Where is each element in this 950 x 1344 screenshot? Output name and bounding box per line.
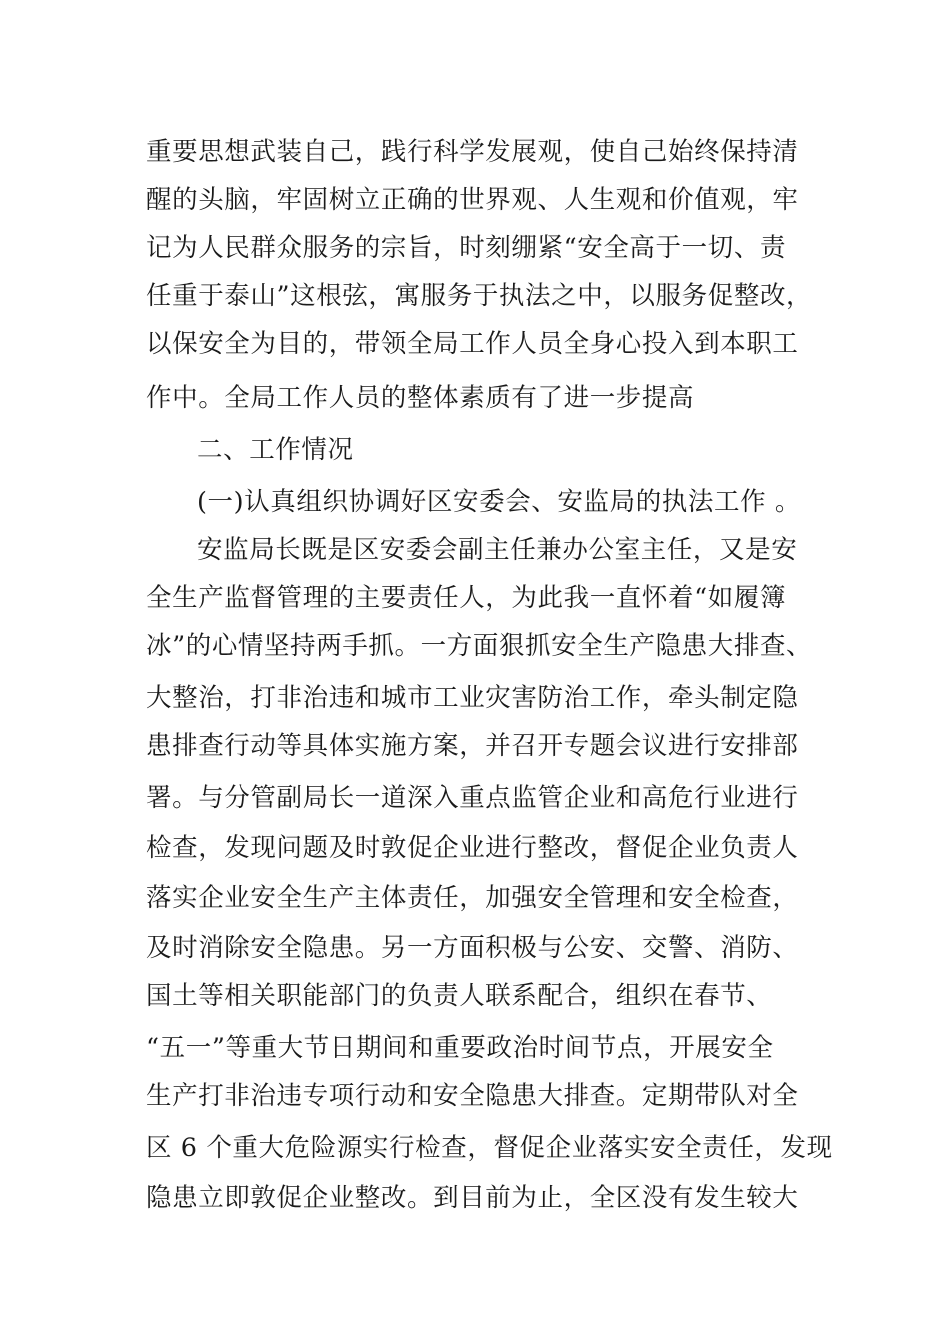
text-line: 署。与分管副局长一道深入重点监管企业和高危行业进行 <box>146 783 799 813</box>
text-line: 及时消除安全隐患。另一方面积极与公安、交警、消防、 <box>146 933 799 963</box>
text-line: 隐患立即敦促企业整改。到目前为止，全区没有发生较大 <box>146 1183 799 1213</box>
text-line: 以保安全为目的，带领全局工作人员全身心投入到本职工 <box>146 329 799 359</box>
text-line: 患排查行动等具体实施方案，并召开专题会议进行安排部 <box>146 731 799 761</box>
text-line: 冰”的心情坚持两手抓。一方面狠抓安全生产隐患大排查、 <box>146 631 813 661</box>
text-line: 全生产监督管理的主要责任人，为此我一直怀着“如履簿 <box>146 583 787 613</box>
paragraph-first-line: 安监局长既是区安委会副主任兼办公室主任，又是安 <box>197 535 798 565</box>
text-line: 区 6 个重大危险源实行检查，督促企业落实安全责任，发现 <box>146 1133 833 1163</box>
text-line: 检查，发现问题及时敦促企业进行整改，督促企业负责人 <box>146 833 799 863</box>
text-line: 落实企业安全生产主体责任，加强安全管理和安全检查， <box>146 883 799 913</box>
text-line: 记为人民群众服务的宗旨，时刻绷紧“安全高于一切、责 <box>146 233 787 263</box>
text-line: 任重于泰山”这根弦，寓服务于执法之中，以服务促整改， <box>146 281 813 311</box>
subsection-heading: (一)认真组织协调好区安委会、安监局的执法工作 。 <box>197 487 802 517</box>
text-line: “五一”等重大节日期间和重要政治时间节点，开展安全 <box>146 1033 774 1063</box>
text-line: 大整治，打非治违和城市工业灾害防治工作，牵头制定隐 <box>146 683 799 713</box>
text-line: 醒的头脑，牢固树立正确的世界观、人生观和价值观，牢 <box>146 185 799 215</box>
text-line: 重要思想武装自己，践行科学发展观，使自己始终保持清 <box>146 137 799 167</box>
text-line: 生产打非治违专项行动和安全隐患大排查。定期带队对全 <box>146 1081 799 1111</box>
section-heading: 二、工作情况 <box>197 435 354 465</box>
text-line: 国土等相关职能部门的负责人联系配合，组织在春节、 <box>146 981 773 1011</box>
text-line: 作中。全局工作人员的整体素质有了进一步提高 <box>146 383 695 413</box>
